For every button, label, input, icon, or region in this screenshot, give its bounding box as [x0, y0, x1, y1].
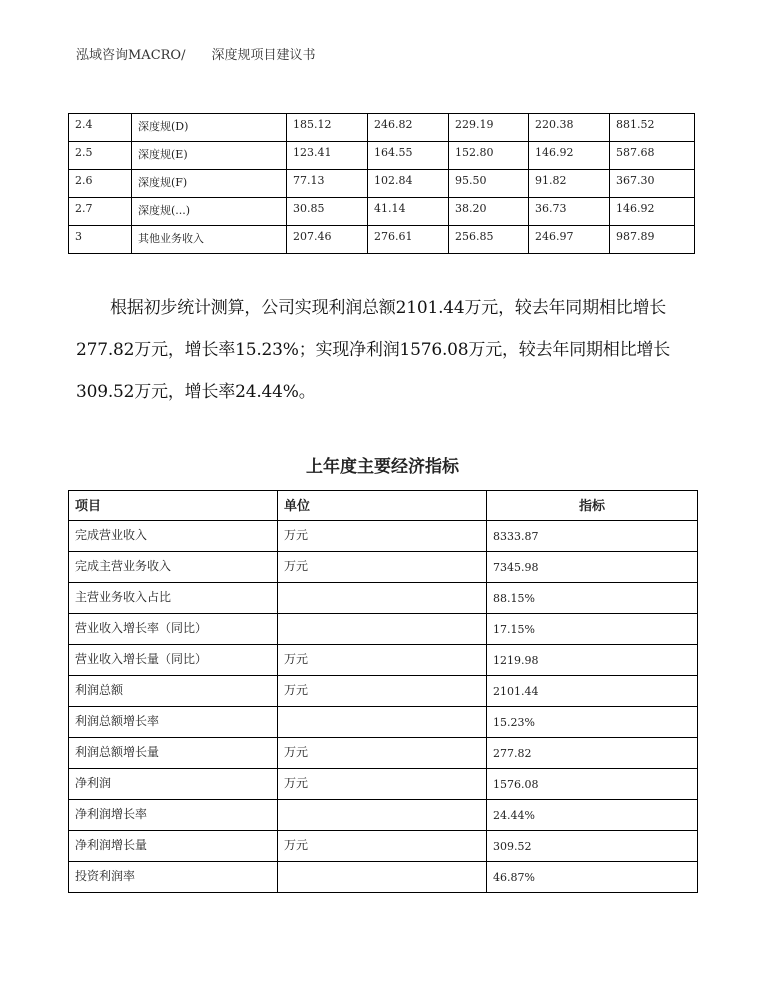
table-row [69, 521, 698, 552]
table-row [69, 583, 698, 614]
table-cell: 38.20 [449, 198, 529, 226]
value-cell: 8333.87 [487, 521, 698, 552]
table-row [69, 614, 698, 645]
table-cell: 77.13 [287, 170, 368, 198]
unit-cell: 万元 [278, 738, 487, 769]
table-row [69, 645, 698, 676]
table-cell: 146.92 [610, 198, 695, 226]
table-cell: 其他业务收入 [132, 226, 287, 254]
table-row [69, 170, 695, 198]
table-cell: 881.52 [610, 114, 695, 142]
value-cell: 1576.08 [487, 769, 698, 800]
table-cell: 95.50 [449, 170, 529, 198]
item-cell: 净利润增长率 [69, 800, 278, 831]
value-cell: 17.15% [487, 614, 698, 645]
table-cell: 367.30 [610, 170, 695, 198]
value-cell: 88.15% [487, 583, 698, 614]
table-cell: 36.73 [529, 198, 610, 226]
unit-cell [278, 707, 487, 738]
header-unit: 单位 [278, 491, 487, 521]
table-cell: 256.85 [449, 226, 529, 254]
table-row [69, 676, 698, 707]
table-cell: 220.38 [529, 114, 610, 142]
value-cell: 309.52 [487, 831, 698, 862]
table-cell: 276.61 [368, 226, 449, 254]
value-cell: 1219.98 [487, 645, 698, 676]
table-cell: 2.7 [69, 198, 132, 226]
table-cell: 2.5 [69, 142, 132, 170]
unit-cell: 万元 [278, 552, 487, 583]
table-cell: 164.55 [368, 142, 449, 170]
value-cell: 7345.98 [487, 552, 698, 583]
unit-cell: 万元 [278, 645, 487, 676]
item-cell: 完成营业收入 [69, 521, 278, 552]
table-cell: 30.85 [287, 198, 368, 226]
table-cell: 229.19 [449, 114, 529, 142]
table-row [69, 552, 698, 583]
item-cell: 利润总额 [69, 676, 278, 707]
table-cell: 587.68 [610, 142, 695, 170]
table-cell: 123.41 [287, 142, 368, 170]
unit-cell [278, 583, 487, 614]
value-cell: 15.23% [487, 707, 698, 738]
unit-cell [278, 614, 487, 645]
table-cell: 987.89 [610, 226, 695, 254]
item-cell: 利润总额增长率 [69, 707, 278, 738]
item-cell: 净利润增长量 [69, 831, 278, 862]
revenue-breakdown-table [68, 113, 695, 254]
value-cell: 24.44% [487, 800, 698, 831]
item-cell: 营业收入增长率（同比） [69, 614, 278, 645]
item-cell: 净利润 [69, 769, 278, 800]
table-row [69, 831, 698, 862]
table-header-row [69, 491, 698, 521]
unit-cell [278, 862, 487, 893]
table-row [69, 800, 698, 831]
header-item: 项目 [69, 491, 278, 521]
table-cell: 深度规(E) [132, 142, 287, 170]
table-cell: 深度规(F) [132, 170, 287, 198]
table-row [69, 862, 698, 893]
table-cell: 246.82 [368, 114, 449, 142]
table-cell: 146.92 [529, 142, 610, 170]
unit-cell [278, 800, 487, 831]
unit-cell: 万元 [278, 769, 487, 800]
table-cell: 91.82 [529, 170, 610, 198]
item-cell: 营业收入增长量（同比） [69, 645, 278, 676]
table-cell: 185.12 [287, 114, 368, 142]
economic-indicators-table [68, 490, 698, 893]
table-cell: 2.6 [69, 170, 132, 198]
value-cell: 277.82 [487, 738, 698, 769]
header-company: 泓域咨询MACRO/ [76, 48, 186, 63]
table-row [69, 707, 698, 738]
header-indicator: 指标 [487, 491, 698, 521]
page-header [76, 44, 316, 63]
item-cell: 利润总额增长量 [69, 738, 278, 769]
profit-summary-paragraph: 根据初步统计测算，公司实现利润总额2101.44万元，较去年同期相比增长277.82万元，增长率15.23%；实现净利润1576.08万元，较去年同期相比增长309.52万元，增长率24.44%。 [76, 298, 671, 402]
item-cell: 完成主营业务收入 [69, 552, 278, 583]
table-cell: 2.4 [69, 114, 132, 142]
unit-cell: 万元 [278, 831, 487, 862]
unit-cell: 万元 [278, 676, 487, 707]
table-cell: 3 [69, 226, 132, 254]
table-row [69, 738, 698, 769]
table-cell: 41.14 [368, 198, 449, 226]
table-cell: 246.97 [529, 226, 610, 254]
table-caption: 上年度主要经济指标 [306, 457, 459, 477]
value-cell: 46.87% [487, 862, 698, 893]
table-row [69, 769, 698, 800]
value-cell: 2101.44 [487, 676, 698, 707]
table-cell: 152.80 [449, 142, 529, 170]
table-row [69, 226, 695, 254]
table-row [69, 142, 695, 170]
table-cell: 207.46 [287, 226, 368, 254]
table-row [69, 114, 695, 142]
item-cell: 投资利润率 [69, 862, 278, 893]
table-cell: 深度规(D) [132, 114, 287, 142]
table-cell: 102.84 [368, 170, 449, 198]
item-cell: 主营业务收入占比 [69, 583, 278, 614]
table-cell: 深度规(...) [132, 198, 287, 226]
header-doc-title: 深度规项目建议书 [211, 48, 316, 63]
table-row [69, 198, 695, 226]
unit-cell: 万元 [278, 521, 487, 552]
